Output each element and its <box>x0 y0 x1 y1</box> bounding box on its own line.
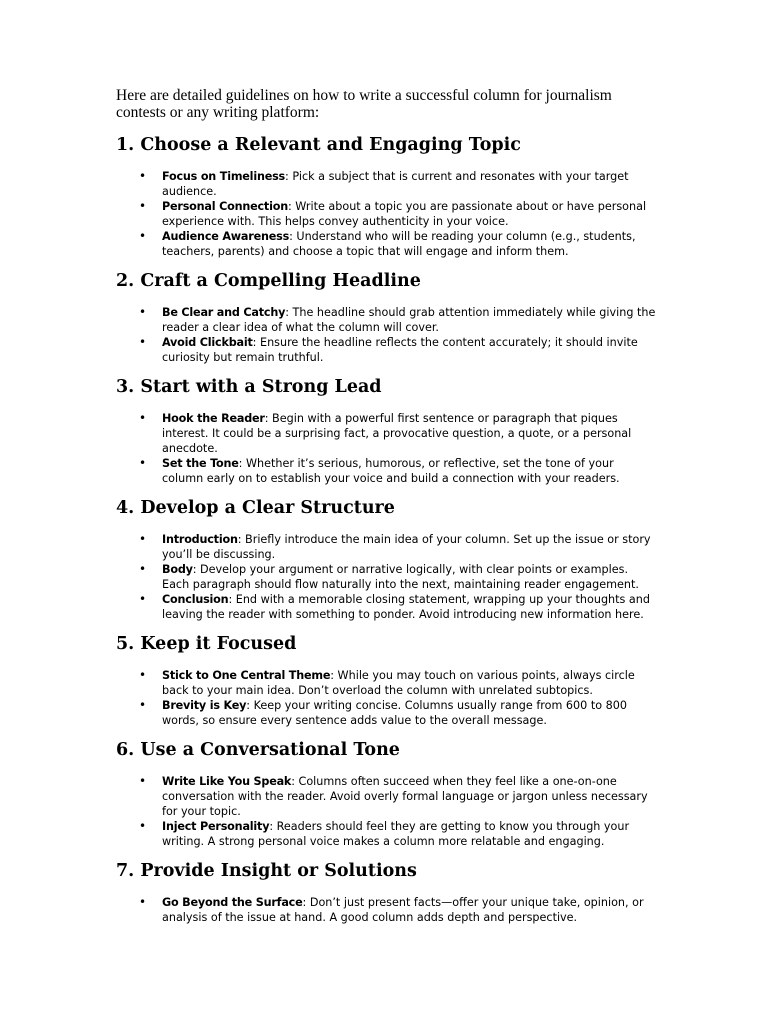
bullet-list <box>116 411 656 486</box>
bullet-list <box>116 532 656 622</box>
bullet-item <box>162 305 656 335</box>
section-1 <box>116 134 656 259</box>
bullet-term: Personal Connection <box>162 200 288 213</box>
bullet-item <box>162 562 656 592</box>
section-4 <box>116 497 656 622</box>
section-heading: 1. Choose a Relevant and Engaging Topic <box>116 135 521 155</box>
bullet-term: Brevity is Key <box>162 699 247 712</box>
bullet-item <box>162 668 656 698</box>
bullet-text: : The headline should grab attention immediately while giving the reader a clear idea of what the column will cover. <box>162 306 656 334</box>
bullet-term: Be Clear and Catchy <box>162 306 286 319</box>
bullet-list <box>116 774 656 849</box>
section-heading: 6. Use a Conversational Tone <box>116 740 400 760</box>
bullet-item <box>162 411 656 456</box>
intro-paragraph: Here are detailed guidelines on how to write a successful column for journalism contests or any writing platform: <box>116 87 612 121</box>
section-2 <box>116 270 656 365</box>
bullet-item <box>162 335 656 365</box>
bullet-text: : Pick a subject that is current and resonates with your target audience. <box>162 170 629 198</box>
bullet-term: Set the Tone <box>162 457 239 470</box>
bullet-list <box>116 305 656 365</box>
bullet-term: Audience Awareness <box>162 230 290 243</box>
bullet-item <box>162 199 656 229</box>
bullet-text: : Whether it’s serious, humorous, or reflective, set the tone of your column early on to establish your voice and build a connection with your readers. <box>162 457 620 485</box>
bullet-text: : Briefly introduce the main idea of your column. Set up the issue or story you’ll be discussing. <box>162 533 651 561</box>
section-heading: 2. Craft a Compelling Headline <box>116 271 421 291</box>
bullet-term: Avoid Clickbait <box>162 336 253 349</box>
bullet-text: : While you may touch on various points, always circle back to your main idea. Don’t overload the column with unrelated subtopics. <box>162 669 635 697</box>
bullet-term: Go Beyond the Surface <box>162 896 303 909</box>
document-page <box>116 87 656 936</box>
bullet-text: : Columns often succeed when they feel like a one-on-one conversation with the reader. Avoid overly formal language or jargon unless necessary for your topic. <box>162 775 648 818</box>
bullet-list <box>116 668 656 728</box>
bullet-term: Write Like You Speak <box>162 775 292 788</box>
section-3 <box>116 376 656 486</box>
bullet-list <box>116 895 656 925</box>
bullet-text: : Don’t just present facts—offer your unique take, opinion, or analysis of the issue at hand. A good column adds depth and perspective. <box>162 896 644 924</box>
bullet-item <box>162 819 656 849</box>
section-heading: 5. Keep it Focused <box>116 634 297 654</box>
bullet-term: Body <box>162 563 193 576</box>
bullet-term: Conclusion <box>162 593 229 606</box>
bullet-item <box>162 169 656 199</box>
bullet-item <box>162 895 656 925</box>
bullet-text: : End with a memorable closing statement, wrapping up your thoughts and leaving the reader with something to ponder. Avoid introducing new information here. <box>162 593 650 621</box>
bullet-text: : Understand who will be reading your column (e.g., students, teachers, parents) and choose a topic that will engage and inform them. <box>162 230 636 258</box>
bullet-list <box>116 169 656 259</box>
bullet-term: Stick to One Central Theme <box>162 669 331 682</box>
bullet-item <box>162 592 656 622</box>
bullet-text: : Ensure the headline reflects the content accurately; it should invite curiosity but remain truthful. <box>162 336 638 364</box>
section-6 <box>116 739 656 849</box>
bullet-text: : Keep your writing concise. Columns usually range from 600 to 800 words, so ensure every sentence adds value to the overall message. <box>162 699 627 727</box>
bullet-item <box>162 229 656 259</box>
section-heading: 4. Develop a Clear Structure <box>116 498 395 518</box>
bullet-term: Focus on Timeliness <box>162 170 286 183</box>
bullet-term: Introduction <box>162 533 238 546</box>
bullet-text: : Readers should feel they are getting to know you through your writing. A strong personal voice makes a column more relatable and engaging. <box>162 820 630 848</box>
bullet-item <box>162 532 656 562</box>
bullet-item <box>162 456 656 486</box>
bullet-item <box>162 698 656 728</box>
section-heading: 3. Start with a Strong Lead <box>116 377 382 397</box>
bullet-item <box>162 774 656 819</box>
bullet-text: : Develop your argument or narrative logically, with clear points or examples. Each paragraph should flow naturally into the next, maintaining reader engagement. <box>162 563 639 591</box>
bullet-text: : Begin with a powerful first sentence or paragraph that piques interest. It could be a surprising fact, a provocative question, a quote, or a personal anecdote. <box>162 412 632 455</box>
bullet-text: : Write about a topic you are passionate about or have personal experience with. This helps convey authenticity in your voice. <box>162 200 647 228</box>
section-7 <box>116 860 656 925</box>
section-5 <box>116 633 656 728</box>
sections-container <box>116 134 656 925</box>
section-heading: 7. Provide Insight or Solutions <box>116 861 417 881</box>
bullet-term: Hook the Reader <box>162 412 265 425</box>
bullet-term: Inject Personality <box>162 820 270 833</box>
